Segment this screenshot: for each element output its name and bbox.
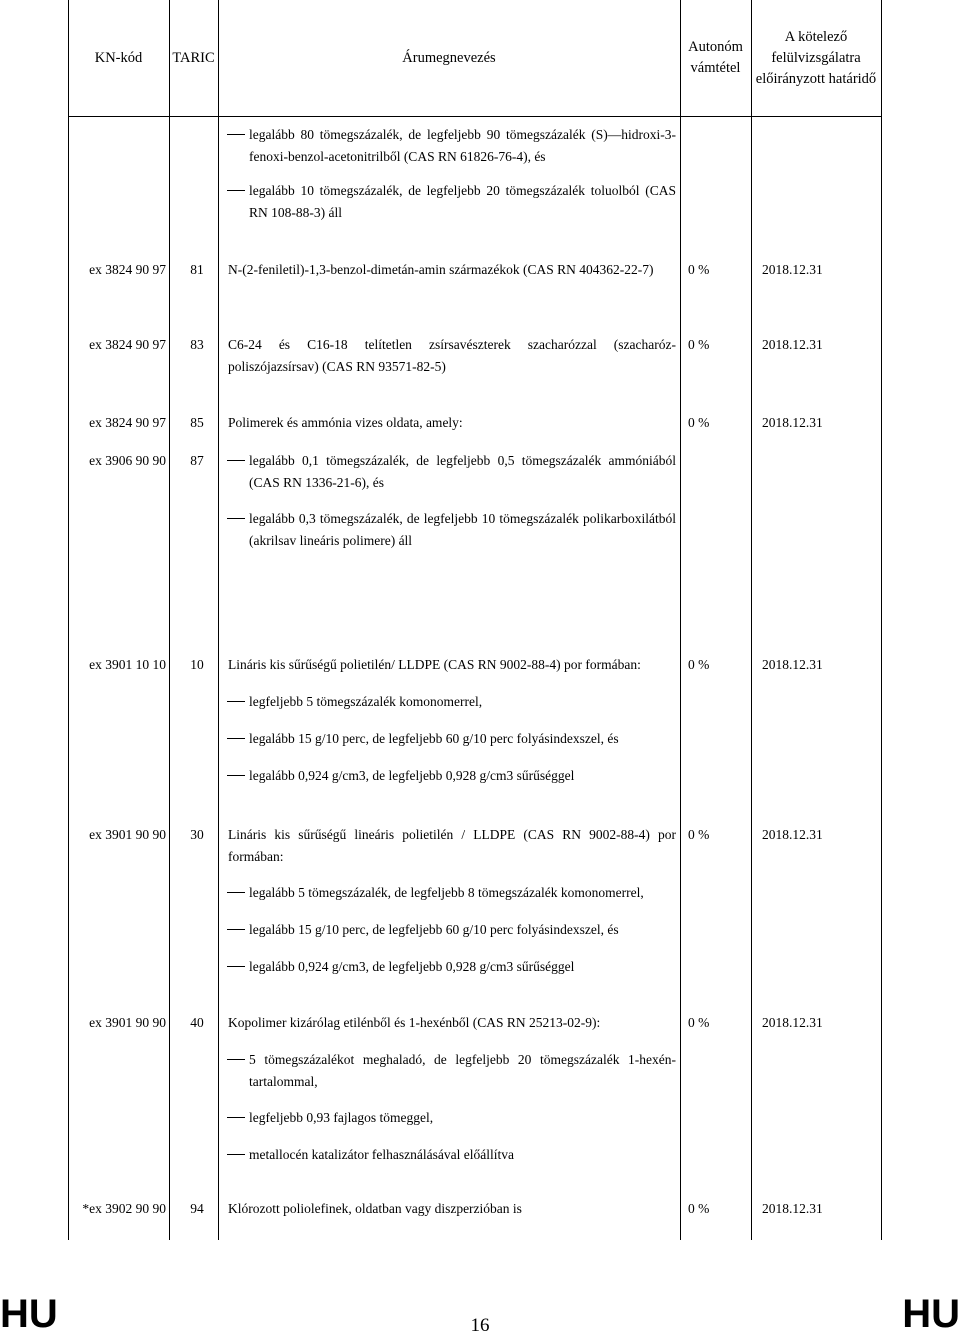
dash-icon: [227, 929, 245, 930]
desc-line: legfeljebb 5 tömegszázalék komonomerrel,: [228, 691, 676, 713]
row-taric: 85: [190, 415, 204, 430]
row-description: [228, 450, 676, 552]
row-taric: 83: [190, 337, 204, 352]
row-date: 2018.12.31: [762, 657, 823, 672]
header-rate: Autonóm vámtétel: [688, 39, 743, 76]
dash-icon: [227, 1154, 245, 1155]
row-kn: ex 3824 90 97: [89, 415, 166, 430]
dash-icon: [227, 460, 245, 461]
row-rate: 0 %: [688, 657, 710, 672]
desc-line: Lináris kis sűrűségű polietilén/ LLDPE (CAS RN 9002-88-4) por formában:: [228, 657, 641, 672]
tariff-table: [68, 0, 882, 1240]
table-border-left: [68, 0, 69, 1240]
row-kn: *ex 3902 90 90: [82, 1201, 166, 1216]
dash-icon: [227, 134, 245, 135]
row-taric: 40: [190, 1015, 204, 1030]
header-divider: [68, 116, 882, 117]
desc-line: Kopolimer kizárólag etilénből és 1-hexénből (CAS RN 25213-02-9):: [228, 1015, 601, 1030]
row-description: Klórozott poliolefinek, oldatban vagy diszperzióban is: [228, 1201, 522, 1216]
table-border-right: [881, 0, 882, 1240]
row-date: 2018.12.31: [762, 1015, 823, 1030]
desc-line: legalább 5 tömegszázalék, de legfeljebb 8 tömegszázalék komonomerrel,: [228, 882, 676, 904]
row-description: C6-24 és C16-18 telítetlen zsírsavészterek szacharózzal (szacharóz-poliszójazsírsav) (CAS RN 93571-82-5): [228, 337, 676, 374]
row-taric: 10: [190, 657, 204, 672]
row-rate: 0 %: [688, 262, 710, 277]
footer-language-left: HU: [0, 1292, 58, 1336]
column-divider: [169, 0, 170, 1240]
column-divider: [751, 0, 752, 1240]
desc-line: legalább 0,3 tömegszázalék, de legfeljebb 10 tömegszázalék polikarboxilátból (akrilsav lineáris polimere) áll: [228, 508, 676, 552]
column-divider: [680, 0, 681, 1240]
row-kn: ex 3824 90 97: [89, 262, 166, 277]
row-rate: 0 %: [688, 415, 710, 430]
row-description: N-(2-feniletil)-1,3-benzol-dimetán-amin származékok (CAS RN 404362-22-7): [228, 262, 654, 277]
desc-line: legalább 0,924 g/cm3, de legfeljebb 0,928 g/cm3 sűrűséggel: [228, 765, 676, 787]
row-date: 2018.12.31: [762, 827, 823, 842]
dash-icon: [227, 892, 245, 893]
desc-line: legalább 0,1 tömegszázalék, de legfeljebb 0,5 tömegszázalék ammóniából (CAS RN 1336-21-6), és: [228, 450, 676, 494]
row-kn: ex 3824 90 97: [89, 337, 166, 352]
dash-icon: [227, 190, 245, 191]
row-description: [228, 654, 676, 787]
row-date: 2018.12.31: [762, 262, 823, 277]
footer-language-right: HU: [902, 1292, 960, 1336]
desc-line: legalább 15 g/10 perc, de legfeljebb 60 g/10 perc folyásindexszel, és: [228, 728, 676, 750]
row-kn: ex 3901 90 90: [89, 827, 166, 842]
row-rate: 0 %: [688, 1015, 710, 1030]
desc-line: legalább 0,924 g/cm3, de legfeljebb 0,928 g/cm3 sűrűséggel: [228, 956, 676, 978]
dash-icon: [227, 701, 245, 702]
dash-icon: [227, 1059, 245, 1060]
header-kn: KN-kód: [94, 49, 143, 66]
row-description: Polimerek és ammónia vizes oldata, amely:: [228, 415, 463, 430]
header-deadline: A kötelező felülvizsgálatra előirányzott határidő: [755, 28, 877, 87]
row-description: [228, 824, 676, 978]
row-date: 2018.12.31: [762, 415, 823, 430]
row-kn: ex 3901 10 10: [89, 657, 166, 672]
row-kn: ex 3901 90 90: [89, 1015, 166, 1030]
row-taric: 87: [190, 453, 204, 468]
desc-line: metallocén katalizátor felhasználásával előállítva: [228, 1144, 676, 1166]
row-date: 2018.12.31: [762, 337, 823, 352]
desc-line: legalább 10 tömegszázalék, de legfeljebb 20 tömegszázalék toluolból (CAS RN 108-88-3) áll: [228, 180, 676, 224]
row-rate: 0 %: [688, 337, 710, 352]
desc-line: 5 tömegszázalékot meghaladó, de legfeljebb 20 tömegszázalék 1-hexén-tartalommal,: [228, 1049, 676, 1093]
row-description: [228, 124, 676, 224]
row-rate: 0 %: [688, 827, 710, 842]
row-taric: 30: [190, 827, 204, 842]
row-taric: 94: [190, 1201, 204, 1216]
desc-line: legfeljebb 0,93 fajlagos tömeggel,: [228, 1107, 676, 1129]
page-number: 16: [470, 1315, 490, 1336]
header-taric: TARIC: [172, 49, 215, 66]
dash-icon: [227, 738, 245, 739]
desc-line: Lináris kis sűrűségű lineáris polietilén / LLDPE (CAS RN 9002-88-4) por formában:: [228, 827, 676, 864]
row-kn: ex 3906 90 90: [89, 453, 166, 468]
row-date: 2018.12.31: [762, 1201, 823, 1216]
dash-icon: [227, 518, 245, 519]
dash-icon: [227, 966, 245, 967]
row-rate: 0 %: [688, 1201, 710, 1216]
dash-icon: [227, 1117, 245, 1118]
desc-line: legalább 15 g/10 perc, de legfeljebb 60 g/10 perc folyásindexszel, és: [228, 919, 676, 941]
header-description: Árumegnevezés: [402, 49, 496, 66]
row-description: [228, 1012, 676, 1166]
dash-icon: [227, 775, 245, 776]
column-divider: [218, 0, 219, 1240]
row-taric: 81: [190, 262, 204, 277]
desc-line: legalább 80 tömegszázalék, de legfeljebb 90 tömegszázalék (S)―hidroxi-3-fenoxi-benzol-acetonitrilből (CAS RN 61826-76-4), és: [228, 124, 676, 168]
